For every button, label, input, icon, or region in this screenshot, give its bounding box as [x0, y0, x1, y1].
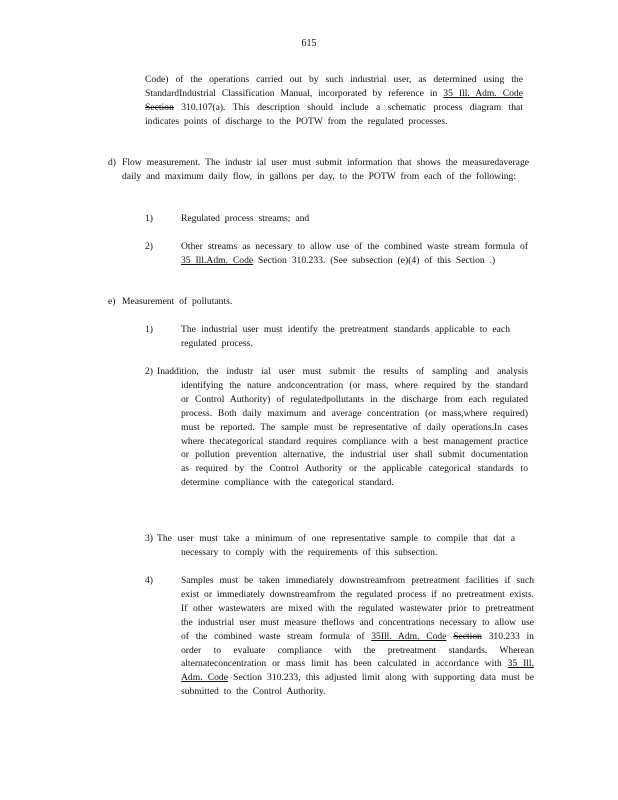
item-e1-label: 1) [145, 324, 153, 335]
item-e3: 3) The user must take a minimum of one representative sample to compile that dat a necessary to comply with the requirements of this subsection. [145, 533, 515, 558]
code-reference: 35 Ill.Adm. Code [181, 254, 254, 266]
continuation-paragraph: Code) of the operations carried out by such industrial user, as determined using the StandardIndustrial Classification Manual, incorporated by reference in 35 Ill. Adm. Code Section 310.107(a). This description should include a schematic process diagram that indicates points of discharge to the POTW from the regulated processes. [145, 74, 523, 127]
subsection-e-label: e) [108, 296, 116, 307]
item-e4-text: Samples must be taken immediately downstreamfrom pretreatment facilities if such exist or immediately downstreamfrom the regulated process if no pretreatment exists. If other wastewaters are mixed with the regulated wastewater prior to pretreatment the industrial user must measure theflows and concentrations necessary to allow use of the combined waste stream formula of 35Ill. Adm. Code Section 310.233 in order to evaluate compliance with the pretreatment standards. Wherean alternateconcentration or mass limit has been calculated in accordance with 35 Ill. Adm. Code Section 310.233, this adjusted limit along with supporting data must be submitted to the Control Authority. [181, 575, 534, 698]
item-e2-label: 2) [145, 366, 153, 377]
subsection-d-paragraph: Flow measurement. The industr ial user must submit information that shows the measuredaverage daily and maximum daily flow, in gallons per day, to the POTW from each of the following: [122, 157, 529, 182]
item-d2-label: 2) [145, 241, 153, 252]
item-d1-label: 1) [145, 213, 153, 224]
item-e3-label: 3) [145, 533, 153, 544]
item-e4-label: 4) [145, 575, 153, 586]
subsection-e-heading: Measurement of pollutants. [122, 296, 233, 307]
item-e1: 1) The industrial user must identify the pretreatment standards applicable to each regulated process. [145, 324, 510, 349]
struck-text: Section [145, 101, 174, 113]
subsection-d-label: d) [108, 157, 116, 168]
item-d2-text: Other streams as necessary to allow use of the combined waste stream formula of 35 Ill.Adm. Code Section 310.233. (See subsection (e)(4) of this Section .) [181, 241, 528, 266]
code-reference: 35Ill. Adm. Code [371, 630, 447, 642]
code-reference: 35 Ill. Adm. Code [443, 87, 523, 99]
page-number: 615 [301, 38, 317, 49]
subsection-d-heading: Flow measurement. [122, 157, 201, 168]
item-d1-text: Regulated process streams; and [181, 213, 310, 224]
code-reference: 35 Ill. Adm. Code [181, 658, 534, 684]
item-e2: 2) Inaddition, the industr ial user must submit the results of sampling and analysis identifying the nature andconcentration (or mass, where required by the standard or Control Authority) of regulatedpollutants in the discharge from each regulated process. Both daily maximum and average concentration (or mass,where required) must be reported. The sample must be representative of daily operations.In cases where thecategorical standard requires compliance with a best management practice or pollution prevention alternative, the industrial user shall submit documentation as required by the Control Authority or the applicable categorical standards to determine compliance with the categorical standard. [145, 366, 528, 489]
struck-text: Section [453, 630, 482, 642]
